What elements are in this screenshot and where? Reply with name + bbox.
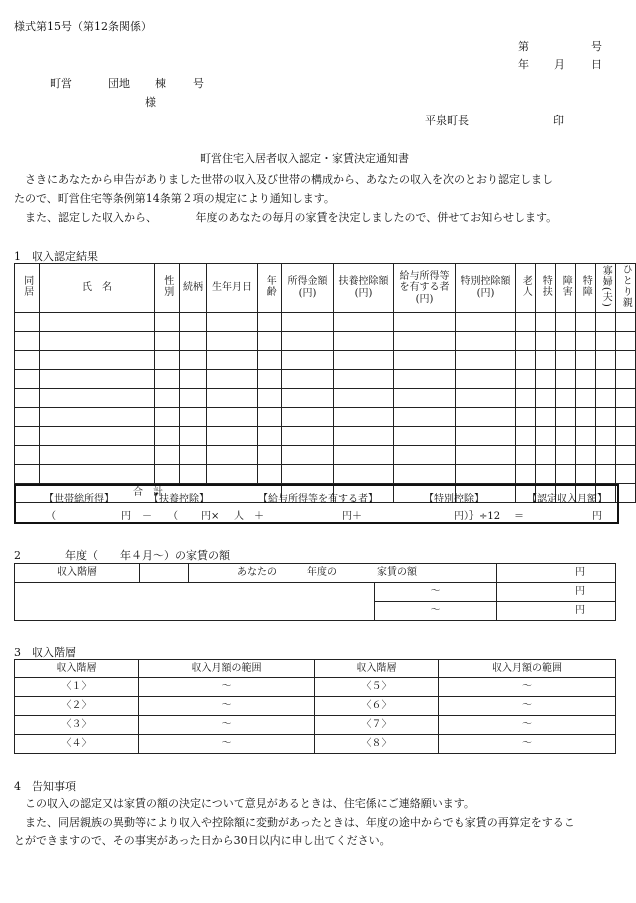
income-cell[interactable] [616, 445, 636, 464]
income-cell[interactable] [576, 426, 596, 445]
intro-line-2: たので、町営住宅等条例第14条第２項の規定により通知します。 [14, 192, 335, 205]
header-dependent-deduction: 扶養控除額 (円) [334, 264, 394, 313]
income-cell[interactable] [155, 426, 180, 445]
income-cell[interactable] [576, 388, 596, 407]
header-sex: 性別 [155, 264, 180, 313]
income-cell[interactable] [15, 350, 40, 369]
income-cell[interactable] [258, 350, 282, 369]
income-cell[interactable] [282, 464, 334, 483]
income-cell[interactable] [334, 350, 394, 369]
income-cell[interactable] [282, 407, 334, 426]
income-cell[interactable] [536, 388, 556, 407]
income-cell[interactable] [616, 331, 636, 350]
income-cell[interactable] [15, 312, 40, 331]
header-birthdate: 生年月日 [207, 264, 258, 313]
income-cell[interactable] [180, 464, 207, 483]
tier-col-4: 収入月額の範囲 [439, 660, 616, 678]
income-cell[interactable] [616, 388, 636, 407]
date-day: 日 [591, 58, 602, 71]
tier-level-cell: 〈４〉 [15, 735, 139, 754]
addressee-gou: 号 [193, 77, 204, 90]
income-cell[interactable] [207, 407, 258, 426]
income-cell[interactable] [40, 445, 155, 464]
rent-amount-value[interactable]: 円 [497, 564, 616, 583]
income-cell[interactable] [180, 445, 207, 464]
tier-range-cell[interactable]: ～ [139, 678, 315, 697]
section2-title: 2 年度（ 年４月～）の家賃の額 [14, 549, 230, 562]
income-cell[interactable] [334, 312, 394, 331]
formula-yen-plus: 円＋ [342, 511, 362, 522]
income-cell[interactable] [394, 407, 456, 426]
income-cell[interactable] [576, 312, 596, 331]
header-special-dependent: 特扶 [536, 264, 556, 313]
rent-range-yen-2[interactable]: 円 [497, 602, 616, 621]
income-cell[interactable] [155, 350, 180, 369]
income-cell[interactable] [394, 369, 456, 388]
sender-name: 平泉町長 [425, 114, 469, 127]
income-cell[interactable] [516, 388, 536, 407]
tier-level-cell: 〈２〉 [15, 697, 139, 716]
income-cell[interactable] [282, 350, 334, 369]
income-cell[interactable] [282, 426, 334, 445]
income-cell[interactable] [207, 331, 258, 350]
tier-level-cell: 〈３〉 [15, 716, 139, 735]
income-cell[interactable] [556, 445, 576, 464]
income-cell[interactable] [616, 350, 636, 369]
header-special-disability: 特障 [576, 264, 596, 313]
income-cell[interactable] [180, 407, 207, 426]
income-cell[interactable] [556, 331, 576, 350]
income-cell[interactable] [15, 407, 40, 426]
income-row [15, 426, 636, 445]
income-cell[interactable] [180, 312, 207, 331]
income-row [15, 350, 636, 369]
income-cell[interactable] [15, 445, 40, 464]
income-cell[interactable] [180, 369, 207, 388]
addressee-chouei: 町営 [50, 77, 72, 90]
formula-equals: ＝ [514, 511, 524, 522]
header-salary-earner: 給与所得等 を有する者 (円) [394, 264, 456, 313]
income-cell[interactable] [258, 312, 282, 331]
formula-plus: ＋ [254, 511, 264, 522]
income-cell[interactable] [536, 426, 556, 445]
tier-col-1: 収入階層 [15, 660, 139, 678]
income-cell[interactable] [155, 407, 180, 426]
tier-level-cell: 〈６〉 [315, 697, 439, 716]
header-name: 氏 名 [40, 264, 155, 313]
income-cell[interactable] [155, 331, 180, 350]
income-cell[interactable] [40, 350, 155, 369]
section1-title: 1 収入認定結果 [14, 250, 98, 263]
income-cell[interactable] [576, 369, 596, 388]
income-cell[interactable] [556, 426, 576, 445]
income-cell[interactable] [576, 445, 596, 464]
tier-range-cell[interactable]: ～ [439, 716, 616, 735]
tier-range-cell[interactable]: ～ [139, 735, 315, 754]
tier-row [15, 678, 616, 697]
formula-yen-1: 円 [121, 511, 131, 522]
formula-div12: 円）｝÷12 [454, 511, 501, 522]
income-cell[interactable] [258, 331, 282, 350]
formula-persons: 人 [234, 511, 244, 522]
income-cell[interactable] [40, 407, 155, 426]
section3-title: 3 収入階層 [14, 646, 76, 659]
income-cell[interactable] [258, 407, 282, 426]
income-cell[interactable] [180, 388, 207, 407]
income-cell[interactable] [596, 312, 616, 331]
header-relation: 続柄 [180, 264, 207, 313]
income-cell[interactable] [596, 426, 616, 445]
label-dependent: 【扶養控除】 [149, 494, 209, 505]
tier-level-cell: 〈７〉 [315, 716, 439, 735]
tier-range-cell[interactable]: ～ [439, 697, 616, 716]
rent-range-2[interactable]: ～ [375, 602, 497, 621]
income-cell[interactable] [207, 426, 258, 445]
tier-col-3: 収入階層 [315, 660, 439, 678]
income-cell[interactable] [556, 407, 576, 426]
tier-col-2: 収入月額の範囲 [139, 660, 315, 678]
income-cell[interactable] [576, 331, 596, 350]
tier-level-cell: 〈５〉 [315, 678, 439, 697]
addressee-sama: 様 [145, 96, 156, 109]
income-cell[interactable] [282, 445, 334, 464]
tier-range-cell[interactable]: ～ [439, 678, 616, 697]
income-cell[interactable] [556, 388, 576, 407]
addressee-danchi: 団地 [108, 77, 130, 90]
income-cell[interactable] [394, 388, 456, 407]
income-cell[interactable] [207, 464, 258, 483]
notice-line-1: この収入の認定又は家賃の額の決定について意見があるときは、住宅係にご連絡願います。 [25, 797, 475, 810]
formula-box [14, 484, 619, 524]
income-row [15, 464, 636, 483]
income-cell[interactable] [456, 312, 516, 331]
rent-range-1[interactable]: ～ [375, 583, 497, 602]
income-cell[interactable] [516, 331, 536, 350]
tier-level-cell: 〈８〉 [315, 735, 439, 754]
income-cell[interactable] [155, 464, 180, 483]
label-total-income: 【世帯総所得】 [44, 494, 114, 505]
tier-table [14, 659, 616, 754]
formula-minus: － [142, 511, 152, 522]
income-cell[interactable] [596, 350, 616, 369]
header-disability: 障害 [556, 264, 576, 313]
income-cell[interactable] [596, 407, 616, 426]
income-cell[interactable] [616, 426, 636, 445]
income-cell[interactable] [596, 369, 616, 388]
income-cell[interactable] [456, 445, 516, 464]
number-dai: 第 [518, 40, 529, 53]
tier-range-cell[interactable]: ～ [439, 735, 616, 754]
date-year: 年 [518, 58, 529, 71]
income-cell[interactable] [258, 426, 282, 445]
income-cell[interactable] [556, 369, 576, 388]
rent-table [14, 563, 616, 621]
formula-yen-final: 円 [592, 511, 602, 522]
formula-yen-times: 円× [201, 511, 220, 522]
income-cell[interactable] [394, 464, 456, 483]
income-cell[interactable] [334, 388, 394, 407]
tier-row [15, 716, 616, 735]
income-cell[interactable] [536, 350, 556, 369]
income-cell[interactable] [15, 464, 40, 483]
income-cell[interactable] [40, 331, 155, 350]
income-table-header [15, 264, 636, 313]
seal-mark: 印 [553, 114, 564, 127]
income-cell[interactable] [394, 331, 456, 350]
income-cell[interactable] [40, 388, 155, 407]
income-cell[interactable] [456, 407, 516, 426]
intro-line-1: さきにあなたから申告がありました世帯の収入及び世帯の構成から、あなたの収入を次のとおり認定しまし [25, 173, 553, 186]
income-cell[interactable] [516, 312, 536, 331]
income-row [15, 445, 636, 464]
income-cell[interactable] [155, 445, 180, 464]
rent-range-yen-1[interactable]: 円 [497, 583, 616, 602]
rent-range-row-1 [15, 583, 616, 602]
income-cell[interactable] [155, 369, 180, 388]
header-elderly: 老人 [516, 264, 536, 313]
income-table [14, 263, 636, 503]
income-cell[interactable] [207, 369, 258, 388]
income-cell[interactable] [40, 464, 155, 483]
income-cell[interactable] [556, 350, 576, 369]
formula-open-brace: （ [46, 511, 56, 522]
income-cell[interactable] [40, 312, 155, 331]
income-cell[interactable] [616, 312, 636, 331]
income-row [15, 369, 636, 388]
total-label: 合 計 [15, 483, 282, 502]
income-cell[interactable] [576, 464, 596, 483]
income-cell[interactable] [596, 445, 616, 464]
income-cell[interactable] [456, 369, 516, 388]
income-cell[interactable] [180, 426, 207, 445]
income-cell[interactable] [207, 350, 258, 369]
rent-note-cell[interactable] [15, 583, 375, 621]
section4-title: 4 告知事項 [14, 780, 76, 793]
header-widow: 寡婦(夫) [596, 264, 616, 313]
income-cell[interactable] [536, 464, 556, 483]
income-cell[interactable] [394, 426, 456, 445]
rent-header-row [15, 564, 616, 583]
rent-col-amount: あなたの 年度の 家賃の額 [189, 564, 497, 583]
notice-line-3: とができますので、その事実があった日から30日以内に申し出てください。 [14, 834, 391, 847]
number-go: 号 [591, 40, 602, 53]
income-cell[interactable] [536, 312, 556, 331]
income-row [15, 388, 636, 407]
income-cell[interactable] [282, 388, 334, 407]
income-cell[interactable] [15, 388, 40, 407]
income-cell[interactable] [394, 445, 456, 464]
tier-level-cell: 〈１〉 [15, 678, 139, 697]
income-cell[interactable] [334, 464, 394, 483]
label-monthly-income: 【認定収入月額】 [527, 494, 607, 505]
income-cell[interactable] [258, 388, 282, 407]
header-special-deduction: 特別控除額 (円) [456, 264, 516, 313]
income-cell[interactable] [536, 407, 556, 426]
income-cell[interactable] [536, 445, 556, 464]
header-single-parent: ひとり親 [616, 264, 636, 313]
income-cell[interactable] [258, 369, 282, 388]
income-cell[interactable] [155, 388, 180, 407]
income-cell[interactable] [40, 369, 155, 388]
tier-range-cell[interactable]: ～ [139, 697, 315, 716]
income-cell[interactable] [596, 464, 616, 483]
income-cell[interactable] [15, 369, 40, 388]
income-row [15, 331, 636, 350]
date-month: 月 [554, 58, 565, 71]
income-cell[interactable] [536, 331, 556, 350]
income-cell[interactable] [155, 312, 180, 331]
income-cell[interactable] [258, 445, 282, 464]
income-cell[interactable] [456, 331, 516, 350]
income-cell[interactable] [282, 369, 334, 388]
income-cell[interactable] [207, 312, 258, 331]
income-cell[interactable] [576, 407, 596, 426]
tier-row [15, 735, 616, 754]
notice-line-2: また、同居親族の異動等により収入や控除額に変動があったときは、年度の途中からでも家賃の再算定をするこ [25, 816, 575, 829]
income-cell[interactable] [258, 464, 282, 483]
income-cell[interactable] [394, 312, 456, 331]
income-cell[interactable] [516, 426, 536, 445]
formula-open-paren: （ [168, 511, 178, 522]
income-cell[interactable] [516, 407, 536, 426]
income-cell[interactable] [15, 426, 40, 445]
income-cell[interactable] [15, 331, 40, 350]
income-cell[interactable] [516, 445, 536, 464]
intro-line-3: また、認定した収入から、 年度のあなたの毎月の家賃を決定しましたので、併せてお知らせします。 [25, 211, 558, 224]
income-cell[interactable] [456, 426, 516, 445]
income-cell[interactable] [616, 407, 636, 426]
document-title: 町営住宅入居者収入認定・家賃決定通知書 [200, 152, 409, 165]
income-row [15, 407, 636, 426]
income-cell[interactable] [334, 369, 394, 388]
income-cell[interactable] [616, 369, 636, 388]
label-special: 【特別控除】 [424, 494, 484, 505]
income-cell[interactable] [556, 464, 576, 483]
income-cell[interactable] [516, 350, 536, 369]
rent-col-tier: 収入階層 [15, 564, 140, 583]
income-cell[interactable] [334, 445, 394, 464]
income-cell[interactable] [516, 464, 536, 483]
income-cell[interactable] [456, 388, 516, 407]
income-cell[interactable] [536, 369, 556, 388]
income-cell[interactable] [207, 388, 258, 407]
income-cell[interactable] [456, 464, 516, 483]
tier-header-row [15, 660, 616, 678]
income-cell[interactable] [180, 350, 207, 369]
income-cell[interactable] [334, 426, 394, 445]
income-cell[interactable] [282, 331, 334, 350]
income-cell[interactable] [40, 426, 155, 445]
tier-row [15, 697, 616, 716]
header-doukyo: 同居 [15, 264, 40, 313]
header-age: 年齢 [258, 264, 282, 313]
income-cell[interactable] [596, 388, 616, 407]
income-cell[interactable] [516, 369, 536, 388]
income-cell[interactable] [456, 350, 516, 369]
rent-tier-value[interactable] [140, 564, 189, 583]
income-cell[interactable] [596, 331, 616, 350]
income-cell[interactable] [334, 331, 394, 350]
income-cell[interactable] [207, 445, 258, 464]
income-cell[interactable] [394, 350, 456, 369]
income-row [15, 312, 636, 331]
form-number: 様式第15号（第12条関係） [14, 20, 152, 33]
income-cell[interactable] [576, 350, 596, 369]
income-cell[interactable] [616, 464, 636, 483]
addressee-tou: 棟 [155, 77, 166, 90]
income-cell[interactable] [334, 407, 394, 426]
income-cell[interactable] [556, 312, 576, 331]
income-cell[interactable] [180, 331, 207, 350]
income-cell[interactable] [282, 312, 334, 331]
label-salary-earner: 【給与所得等を有する者】 [258, 494, 378, 505]
tier-range-cell[interactable]: ～ [139, 716, 315, 735]
header-income: 所得金額 (円) [282, 264, 334, 313]
